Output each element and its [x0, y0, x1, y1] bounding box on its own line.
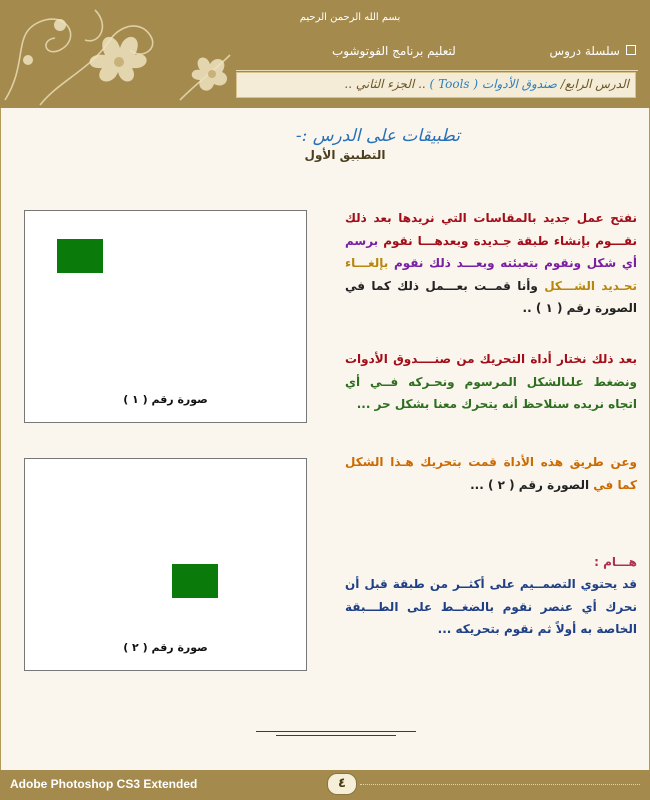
series-title: لتعليم برنامج الفوتوشوب [332, 44, 456, 58]
paragraph-2-part-2: ونضغط علىالشكل المرسوم ونحـركه فــي أي اتجاه نريده سنلاحظ أنه يتحرك معنا بشكل حر ... [345, 374, 637, 411]
figure-1-caption: صورة رقم ( ١ ) [123, 393, 208, 406]
green-rectangle-shape [57, 239, 103, 273]
page-number: ٤ [327, 773, 357, 795]
section-title: تطبيقات على الدرس :- [295, 126, 460, 146]
paragraph-1-part-3: بإلغـــاء تحـديد الشـــكل [345, 256, 637, 293]
figure-2-caption: صورة رقم ( ٢ ) [123, 641, 208, 654]
series-label: سلسلة دروس [549, 44, 620, 58]
paragraph-2-part-1: بعد ذلك نختار أداة التحريك من صنــــدوق الأدوات [345, 352, 637, 366]
lesson-part: .. الجزء الثاني .. [344, 77, 426, 91]
lesson-number: الدرس الرابع/ [560, 77, 629, 91]
paragraph-1-part-2: برسم أي شكل ونقوم بتعبئته وبعـــد ذلك نقوم [345, 233, 638, 270]
series-bullet-icon [626, 45, 636, 55]
paragraph-3-part-2: الصورة رقم ( ٢ ) ... [470, 477, 594, 492]
lesson-title-line [244, 77, 629, 91]
header-divider [236, 70, 638, 71]
figure-1 [24, 210, 307, 423]
header-banner [0, 0, 650, 108]
paragraph-4 [345, 573, 637, 641]
section-subtitle: التطبيق الأول [304, 148, 386, 162]
figure-2 [24, 458, 307, 671]
green-rectangle-shape [172, 564, 218, 598]
paragraph-3-part-1: وعن طريق هذه الأداة قمت بتحريك هـذا الشكل كما في [345, 455, 637, 492]
paragraph-2 [345, 348, 637, 416]
lesson-topic: صندوق الأدوات ( Tools ) [429, 77, 557, 91]
paragraph-1-part-4: وأنا قمــت بعـــمل ذلك كما في الصورة رقم ( ١ ) .. [345, 278, 637, 315]
paragraph-4-part-1: قد يحتوي التصمــيم على أكثــر من طبقة قبل أن نحرك أي عنصر نقوم بالضغــط على الطـــبقة الخاصة به أولاً ثم نقوم بتحريكه ... [345, 577, 637, 636]
app-name: Adobe Photoshop CS3 Extended [10, 777, 198, 791]
bottom-divider [256, 731, 416, 732]
bismillah-text: بسم الله الرحمن الرحيم [299, 12, 401, 23]
paragraph-1-part-1: نفتح عمل جديد بالمقاسات التي نريدها بعد ذلك نقـــوم بإنشاء طبقة جـديدة وبعدهـــا نقوم [345, 211, 637, 248]
important-label: هـــام : [594, 555, 637, 569]
paragraph-1 [345, 207, 637, 320]
floral-ornament-icon [0, 0, 240, 108]
paragraph-3 [345, 451, 637, 496]
footer-dotted-line [360, 784, 640, 786]
footer-bar [0, 770, 650, 800]
bottom-divider [276, 735, 396, 736]
